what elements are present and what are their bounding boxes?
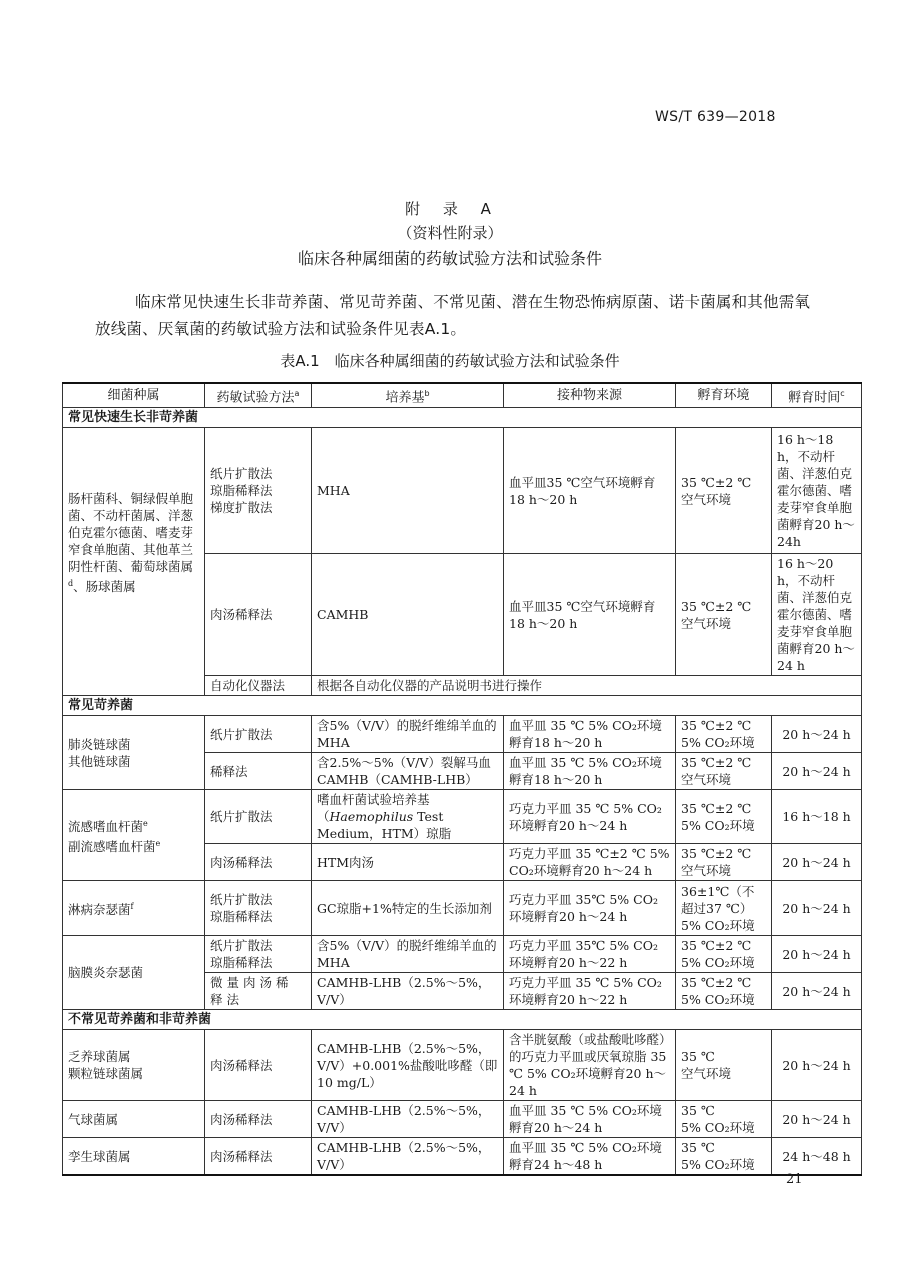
time-cell: 20 h～24 h: [772, 1101, 862, 1138]
method-cell: 纸片扩散法: [205, 716, 312, 753]
document-code: WS/T 639—2018: [655, 109, 776, 125]
medium-cell: GC琼脂+1%特定的生长添加剂: [312, 881, 504, 936]
table-row: [63, 716, 862, 753]
medium-cell: 含2.5%～5%（V/V）裂解马血CAMHB（CAMHB-LHB）: [312, 753, 504, 790]
environment-cell: 35 ℃±2 ℃ 空气环境: [676, 554, 772, 676]
section-title: 常见苛养菌: [63, 696, 862, 716]
organism-cell: 脑膜炎奈瑟菌: [63, 936, 205, 1010]
inoculum-cell: 血平皿35 ℃空气环境孵育18 h～20 h: [504, 554, 676, 676]
method-cell: 纸片扩散法: [205, 790, 312, 844]
environment-cell: 35 ℃ 5% CO₂环境: [676, 1101, 772, 1138]
table-row: [63, 1030, 862, 1101]
organism-cell: 肺炎链球菌 其他链球菌: [63, 716, 205, 790]
medium-cell: HTM肉汤: [312, 844, 504, 881]
section-row: [63, 1010, 862, 1030]
medium-cell: CAMHB-LHB（2.5%～5%，V/V）: [312, 1101, 504, 1138]
method-cell: 纸片扩散法 琼脂稀释法: [205, 881, 312, 936]
table-row: [63, 881, 862, 936]
medium-cell: 嗜血杆菌试验培养基（Haemophilus Test Medium，HTM）琼脂: [312, 790, 504, 844]
inoculum-cell: 血平皿 35 ℃ 5% CO₂环境孵育18 h～20 h: [504, 753, 676, 790]
environment-cell: 36±1℃（不超过37 ℃） 5% CO₂环境: [676, 881, 772, 936]
inoculum-cell: 血平皿35 ℃空气环境孵育18 h～20 h: [504, 428, 676, 554]
time-cell: 16 h～20 h，不动杆菌、洋葱伯克霍尔德菌、嗜麦芽窄食单胞菌孵育20 h～24 h: [772, 554, 862, 676]
method-cell: 肉汤稀释法: [205, 1030, 312, 1101]
medium-cell: MHA: [312, 428, 504, 554]
organism-cell: 流感嗜血杆菌$^e$ 副流感嗜血杆菌$^e$: [63, 790, 205, 881]
page-number: 21: [786, 1172, 803, 1187]
section-title: 常见快速生长非苛养菌: [63, 408, 862, 428]
method-cell: 肉汤稀释法: [205, 844, 312, 881]
environment-cell: 35 ℃±2 ℃ 空气环境: [676, 753, 772, 790]
medium-cell: CAMHB-LHB（2.5%～5%，V/V）: [312, 1138, 504, 1176]
organism-cell: 气球菌属: [63, 1101, 205, 1138]
organism-cell: 肠杆菌科、铜绿假单胞菌、不动杆菌属、洋葱伯克霍尔德菌、嗜麦芽窄食单胞菌、其他革兰阴性杆菌、葡萄球菌属$^d$、肠球菌属: [63, 428, 205, 696]
method-cell: 纸片扩散法 琼脂稀释法 梯度扩散法: [205, 428, 312, 554]
table-row: [63, 790, 862, 844]
section-title: 不常见苛养菌和非苛养菌: [63, 1010, 862, 1030]
table-header-row: [63, 383, 862, 408]
appendix-label: 附 录 A: [405, 200, 495, 218]
time-cell: 20 h～24 h: [772, 1030, 862, 1101]
header-environment: 孵育环境: [676, 383, 772, 408]
medium-cell: CAMHB-LHB（2.5%～5%，V/V）+0.001%盐酸吡哆醛（即10 mg/L）: [312, 1030, 504, 1101]
medium-cell: 含5%（V/V）的脱纤维绵羊血的MHA: [312, 936, 504, 973]
time-cell: 20 h～24 h: [772, 936, 862, 973]
time-cell: 20 h～24 h: [772, 844, 862, 881]
time-cell: 20 h～24 h: [772, 881, 862, 936]
table-row: [63, 936, 862, 973]
environment-cell: 35 ℃±2 ℃ 空气环境: [676, 844, 772, 881]
inoculum-cell: 血平皿 35 ℃ 5% CO₂环境孵育20 h～24 h: [504, 1101, 676, 1138]
table-row: [63, 1101, 862, 1138]
environment-cell: 35 ℃ 5% CO₂环境: [676, 1138, 772, 1176]
inoculum-cell: 血平皿 35 ℃ 5% CO₂环境孵育24 h～48 h: [504, 1138, 676, 1176]
method-cell: 微量肉汤稀释法: [205, 973, 312, 1010]
time-cell: 20 h～24 h: [772, 973, 862, 1010]
header-time: 孵育时间$^c$: [772, 383, 862, 408]
time-cell: 20 h～24 h: [772, 716, 862, 753]
inoculum-cell: 巧克力平皿 35℃ 5% CO₂环境孵育20 h～24 h: [504, 881, 676, 936]
susceptibility-table: [62, 382, 862, 1176]
inoculum-cell: 巧克力平皿 35℃ 5% CO₂环境孵育20 h～22 h: [504, 936, 676, 973]
method-cell: 自动化仪器法: [205, 676, 312, 696]
inoculum-cell: 血平皿 35 ℃ 5% CO₂环境孵育18 h～20 h: [504, 716, 676, 753]
environment-cell: 35 ℃ 空气环境: [676, 1030, 772, 1101]
time-cell: 20 h～24 h: [772, 753, 862, 790]
header-method: 药敏试验方法$^a$: [205, 383, 312, 408]
medium-cell: CAMHB: [312, 554, 504, 676]
section-row: [63, 696, 862, 716]
header-medium: 培养基$^b$: [312, 383, 504, 408]
medium-cell: 根据各自动化仪器的产品说明书进行操作: [312, 676, 862, 696]
environment-cell: 35 ℃±2 ℃ 5% CO₂环境: [676, 790, 772, 844]
header-organism: 细菌种属: [63, 383, 205, 408]
environment-cell: 35 ℃±2 ℃ 5% CO₂环境: [676, 936, 772, 973]
method-cell: 肉汤稀释法: [205, 1138, 312, 1176]
method-cell: 肉汤稀释法: [205, 554, 312, 676]
organism-cell: 孪生球菌属: [63, 1138, 205, 1176]
table-row: [63, 428, 862, 554]
method-cell: 稀释法: [205, 753, 312, 790]
time-cell: 16 h～18 h: [772, 790, 862, 844]
inoculum-cell: 巧克力平皿 35 ℃±2 ℃ 5% CO₂环境孵育20 h～24 h: [504, 844, 676, 881]
medium-cell: 含5%（V/V）的脱纤维绵羊血的MHA: [312, 716, 504, 753]
organism-cell: 淋病奈瑟菌$^f$: [63, 881, 205, 936]
environment-cell: 35 ℃±2 ℃ 空气环境: [676, 428, 772, 554]
time-cell: 16 h～18 h，不动杆菌、洋葱伯克霍尔德菌、嗜麦芽窄食单胞菌孵育20 h～24h: [772, 428, 862, 554]
inoculum-cell: 巧克力平皿 35 ℃ 5% CO₂环境孵育20 h～24 h: [504, 790, 676, 844]
time-cell: 24 h～48 h: [772, 1138, 862, 1176]
environment-cell: 35 ℃±2 ℃ 5% CO₂环境: [676, 716, 772, 753]
method-cell: 肉汤稀释法: [205, 1101, 312, 1138]
appendix-title: 临床各种属细菌的药敏试验方法和试验条件: [297, 249, 602, 268]
method-cell: 纸片扩散法 琼脂稀释法: [205, 936, 312, 973]
section-row: [63, 408, 862, 428]
intro-paragraph: 临床常见快速生长非苛养菌、常见苛养菌、不常见菌、潜在生物恐怖病原菌、诺卡菌属和其他需氧放线菌、厌氧菌的药敏试验方法和试验条件见表A.1。: [95, 293, 811, 338]
appendix-subtitle: （资料性附录）: [397, 224, 503, 242]
medium-cell: CAMHB-LHB（2.5%～5%，V/V）: [312, 973, 504, 1010]
table-caption: 表A.1 临床各种属细菌的药敏试验方法和试验条件: [280, 352, 620, 370]
environment-cell: 35 ℃±2 ℃ 5% CO₂环境: [676, 973, 772, 1010]
inoculum-cell: 含半胱氨酸（或盐酸吡哆醛）的巧克力平皿或厌氧琼脂 35 ℃ 5% CO₂环境孵育20 h～24 h: [504, 1030, 676, 1101]
organism-cell: 乏养球菌属 颗粒链球菌属: [63, 1030, 205, 1101]
table-row: [63, 1138, 862, 1176]
inoculum-cell: 巧克力平皿 35 ℃ 5% CO₂环境孵育20 h～22 h: [504, 973, 676, 1010]
header-inoculum: 接种物来源: [504, 383, 676, 408]
